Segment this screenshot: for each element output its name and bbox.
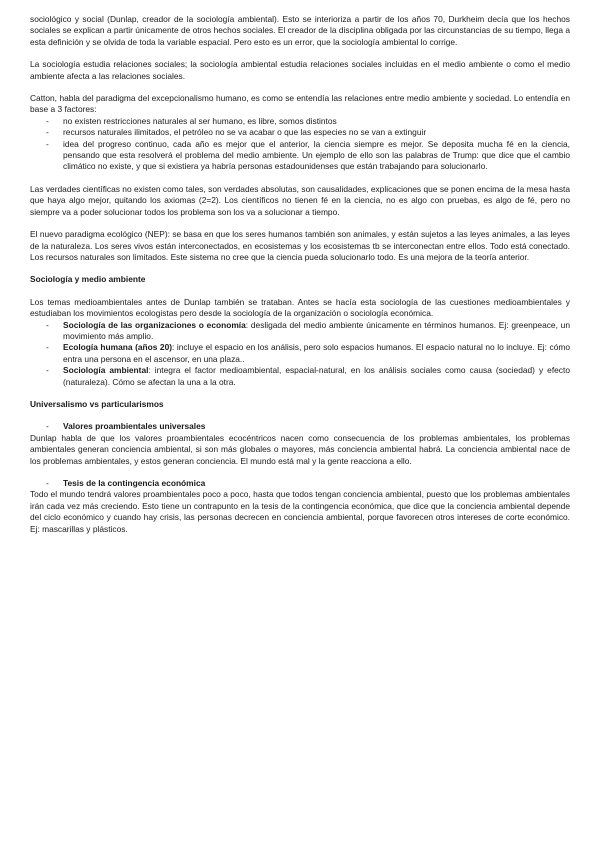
list-item: - recursos naturales ilimitados, el petróleo no se va acabar o que las especies no se van a extinguir [30,127,570,138]
list-item [30,342,570,365]
section-heading-universalism: Universalismo vs particularismos [30,398,164,409]
subheading-text: Tesis de la contingencia económica [63,478,206,488]
list-item: - idea del progreso continuo, cada año es mejor que el anterior, la ciencia siempre es mejor. Se deposita mucha fé en la ciencia, pensando que esta resolverá el problema del medio ambiente. Un ejemplo de ello son las palabras de Trump: que dice que el cambio climático no existe, y que si existiera ya habría personas estadounidenses que están trabajando para solucionarlo. [30,139,570,173]
list-item [30,320,570,343]
paragraph-intro: sociológico y social (Dunlap, creador de la sociología ambiental). Esto se interioriza a partir de los años 70, Durkheim decía que los hechos sociales se explican a partir únicamente de otros hechos sociales. El creador de la disciplina obligada por las circunstancias de su tiempo, llega a esta definición y se olvida de toda la variable espacial. Pero esto es un error, que la sociología ambiental lo corrige. [30,14,570,47]
paragraph-nep: El nuevo paradigma ecológico (NEP): se basa en que los seres humanos también son animales, y están sujetos a las leyes animales, a las leyes de la naturaleza. Los seres vivos están interconectados, en ecosistemas y los ecosistemas tb se interconectan entre ellos. Todo está conectado. Los recursos naturales son limitados. Este sistema no cree que la ciencia pueda solucionarlo todo. Es una mejora de la teoría anterior. [30,229,570,262]
branch-text: : desligada del medio ambiente únicamente en términos humanos. Ej: greenpeace, un movimiento más amplio. [63,319,570,341]
branch-text: : integra el factor medioambiental, espacial-natural, en los análisis sociales como causa (sociedad) y efecto (naturaleza). Cómo se afectan la una a la otra. [63,365,570,387]
subheading-universal-values [30,421,570,432]
list-item [30,365,570,388]
subheading-list [30,478,570,489]
branch-term: Sociología de las organizaciones o economía [63,319,246,330]
paragraph-catton: Catton, habla del paradigma del excepcionalismo humano, es como se entendía las relaciones entre medio ambiente y sociedad. Lo entendía en base a 3 factores: [30,93,570,115]
branches-list [30,320,570,388]
section-heading-sociology-environment: Sociología y medio ambiente [30,274,146,285]
list-item: - no existen restricciones naturales al ser humano, es libre, somos distintos [30,116,570,127]
subheading-text: Valores proambientales universales [63,421,206,432]
subheading-economic-contingency [30,478,570,489]
branch-term: Ecología humana (años 20) [63,342,173,353]
paragraph-dunlap-values: Dunlap habla de que los valores proambientales ecocéntricos nacen como consecuencia de los problemas ambientales, los problemas ambientales generan conciencia ambiental, si son más globales o mayores, más conciencia ambiental habrá. La conciencia ambiental nace de los problemas ambientales, y estos generan conciencia. El mundo está mal y la gente reacciona a ello. [30,432,570,466]
branch-text: : incluye el espacio en los análisis, pero solo espacios humanos. El espacio natural no lo incluye. Ej: cómo entra una persona en el ascensor, en una plaza.. [63,342,570,364]
paragraph-sociology-definition: La sociología estudia relaciones sociales; la sociología ambiental estudia relaciones sociales incluidas en el medio ambiente o como el medio ambiente afecta a las relaciones sociales. [30,59,570,81]
paragraph-economic-contingency: Todo el mundo tendrá valores proambientales poco a poco, hasta que todos tengan conciencia ambiental, puesto que los problemas ambientales irán cada vez más creciendo. Esto tiene un contrapunto en la tesis de la contingencia económica, que dice que la conciencia ambiental depende del ciclo económico y cuando hay crisis, las personas decrecen en conciencia ambiental, porque favorecen otros intereses de corte económico. Ej: mascarillas y plásticos. [30,489,570,534]
paragraph-scientific-truths: Las verdades científicas no existen como tales, son verdades absolutas, son causalidades, explicaciones que se ponen encima de la mesa hasta que haya algo mejor, quitando los axiomas (2=2). Los científicos no tienen fé en la ciencia, no es algo con pruebas, es algo de fé, pero no siempre va a poder solucionar todos los problema son los va a solucionar a tiempo. [30,183,570,217]
subheading-list [30,421,570,432]
factors-list [30,116,570,173]
paragraph-environmental-topics: Los temas medioambientales antes de Dunlap también se trataban. Antes se hacía esta sociología de las cuestiones medioambientales y estudiaban los movimientos ecologistas pero desde la sociología de la organización o sociología económica. [30,296,570,319]
branch-term: Sociología ambiental [63,365,149,376]
